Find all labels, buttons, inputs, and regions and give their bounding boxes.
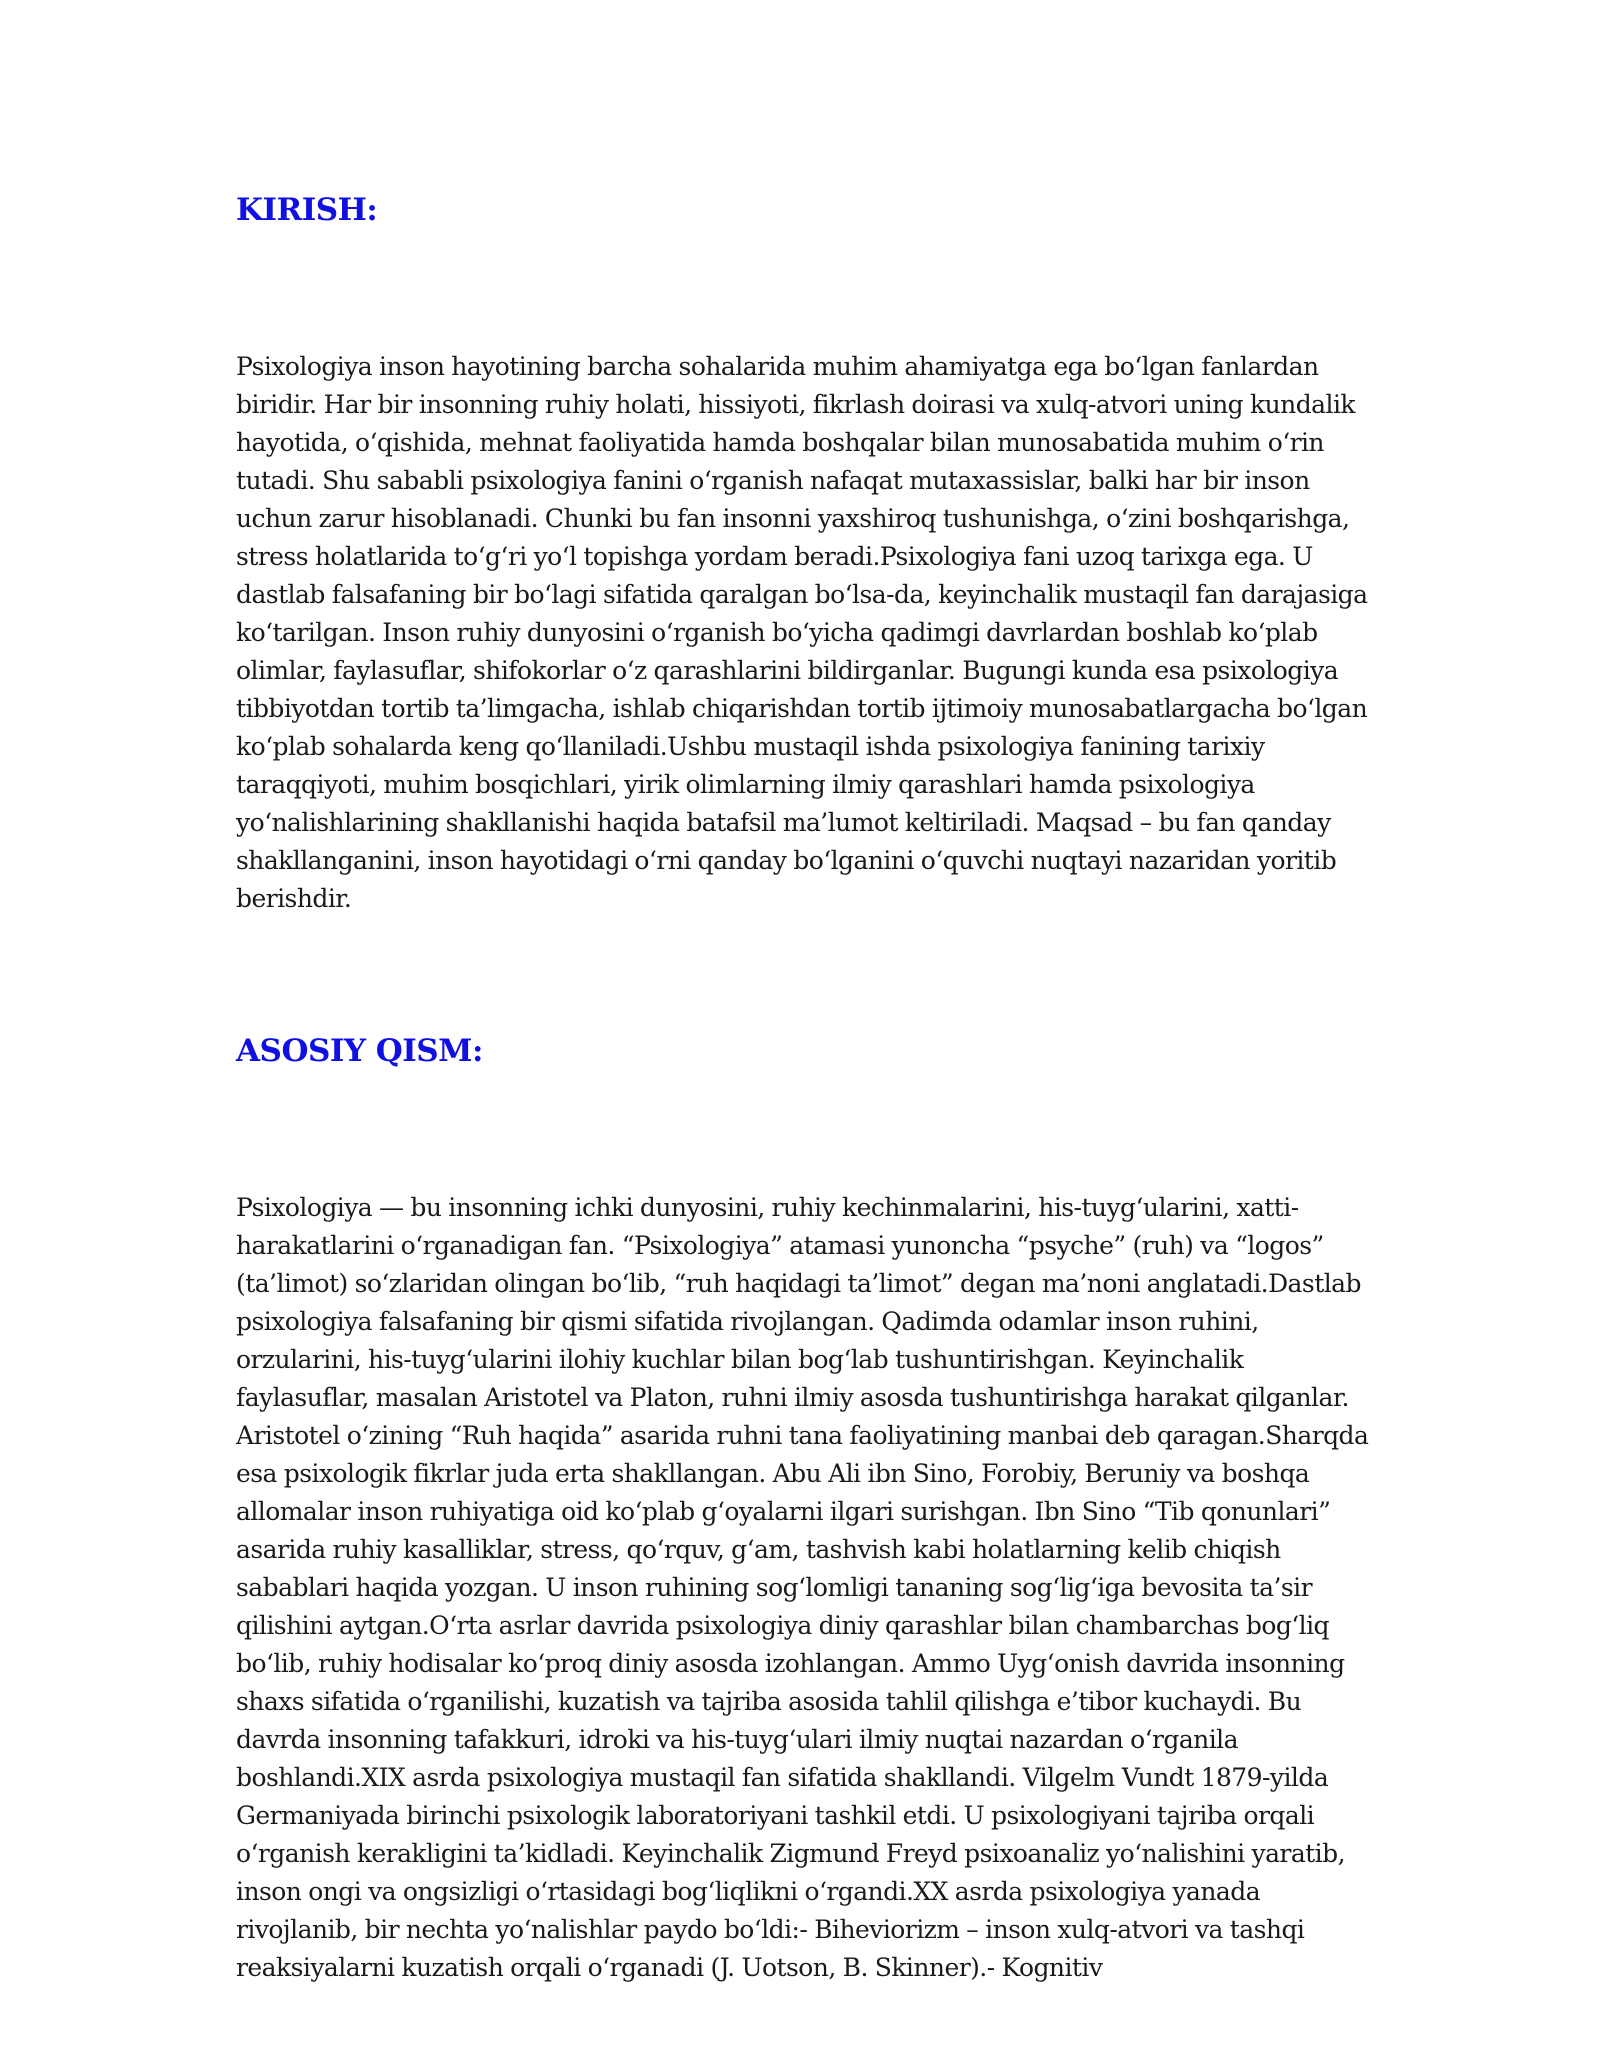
document-body [236, 180, 1376, 1987]
section-paragraph-kirish: Psixologiya inson hayotining barcha sohalarida muhim ahamiyatga ega bo‘lgan fanlardan biridir. Har bir insonning ruhiy holati, hissiyoti, fikrlash doirasi va xulq-atvori uning kundalik hayotida, o‘qishida, mehnat faoliyatida hamda boshqalar bilan munosabatida muhim o‘rin tutadi. Shu sababli psixologiya fanini o‘rganish nafaqat mutaxassislar, balki har bir inson uchun zarur hisoblanadi. Chunki bu fan insonni yaxshiroq tushunishga, o‘zini boshqarishga, stress holatlarida to‘g‘ri yo‘l topishga yordam beradi.Psixologiya fani uzoq tarixga ega. U dastlab falsafaning bir bo‘lagi sifatida qaralgan bo‘lsa-da, keyinchalik mustaqil fan darajasiga ko‘tarilgan. Inson ruhiy dunyosini o‘rganish bo‘yicha qadimgi davrlardan boshlab ko‘plab olimlar, faylasuflar, shifokorlar o‘z qarashlarini bildirganlar. Bugungi kunda esa psixologiya tibbiyotdan tortib ta’limgacha, ishlab chiqarishdan tortib ijtimoiy munosabatlargacha bo‘lgan ko‘plab sohalarda keng qo‘llaniladi.Ushbu mustaqil ishda psixologiya fanining tarixiy taraqqiyoti, muhim bosqichlari, yirik olimlarning ilmiy qarashlari hamda psixologiya yo‘nalishlarining shakllanishi haqida batafsil ma’lumot keltiriladi. Maqsad – bu fan qanday shakllanganini, inson hayotidagi o‘rni qanday bo‘lganini o‘quvchi nuqtayi nazaridan yoritib berishdir. [236, 352, 1368, 913]
section-paragraph-asosiy-qism: Psixologiya — bu insonning ichki dunyosini, ruhiy kechinmalarini, his-tuyg‘ularini, xatti-harakatlarini o‘rganadigan fan. “Psixologiya” atamasi yunoncha “psyche” (ruh) va “logos” (ta’limot) so‘zlaridan olingan bo‘lib, “ruh haqidagi ta’limot” degan ma’noni anglatadi.Dastlab psixologiya falsafaning bir qismi sifatida rivojlangan. Qadimda odamlar inson ruhini, orzularini, his-tuyg‘ularini ilohiy kuchlar bilan bog‘lab tushuntirishgan. Keyinchalik faylasuflar, masalan Aristotel va Platon, ruhni ilmiy asosda tushuntirishga harakat qilganlar. Aristotel o‘zining “Ruh haqida” asarida ruhni tana faoliyatining manbai deb qaragan.Sharqda esa psixologik fikrlar juda erta shakllangan. Abu Ali ibn Sino, Forobiy, Beruniy va boshqa allomalar inson ruhiyatiga oid ko‘plab g‘oyalarni ilgari surishgan. Ibn Sino “Tib qonunlari” asarida ruhiy kasalliklar, stress, qo‘rquv, g‘am, tashvish kabi holatlarning kelib chiqish sabablari haqida yozgan. U inson ruhining sog‘lomligi tananing sog‘lig‘iga bevosita ta’sir qilishini aytgan.O‘rta asrlar davrida psixologiya diniy qarashlar bilan chambarchas bog‘liq bo‘lib, ruhiy hodisalar ko‘proq diniy asosda izohlangan. Ammo Uyg‘onish davrida insonning shaxs sifatida o‘rganilishi, kuzatish va tajriba asosida tahlil qilishga e’tibor kuchaydi. Bu davrda insonning tafakkuri, idroki va his-tuyg‘ulari ilmiy nuqtai nazardan o‘rganila boshlandi.XIX asrda psixologiya mustaqil fan sifatida shakllandi. Vilgelm Vundt 1879-yilda Germaniyada birinchi psixologik laboratoriyani tashkil etdi. U psixologiyani tajriba orqali o‘rganish kerakligini ta’kidladi. Keyinchalik Zigmund Freyd psixoanaliz yo‘nalishini yaratib, inson ongi va ongsizligi o‘rtasidagi bog‘liqlikni o‘rgandi.XX asrda psixologiya yanada rivojlanib, bir nechta yo‘nalishlar paydo bo‘ldi:- Biheviorizm – inson xulq-atvori va tashqi reaksiyalarni kuzatish orqali o‘rganadi (J. Uotson, B. Skinner).- Kognitiv [236, 1193, 1369, 1982]
section-heading-asosiy-qism: ASOSIY QISM: [236, 1033, 483, 1069]
section-heading-kirish: KIRISH: [236, 192, 378, 228]
